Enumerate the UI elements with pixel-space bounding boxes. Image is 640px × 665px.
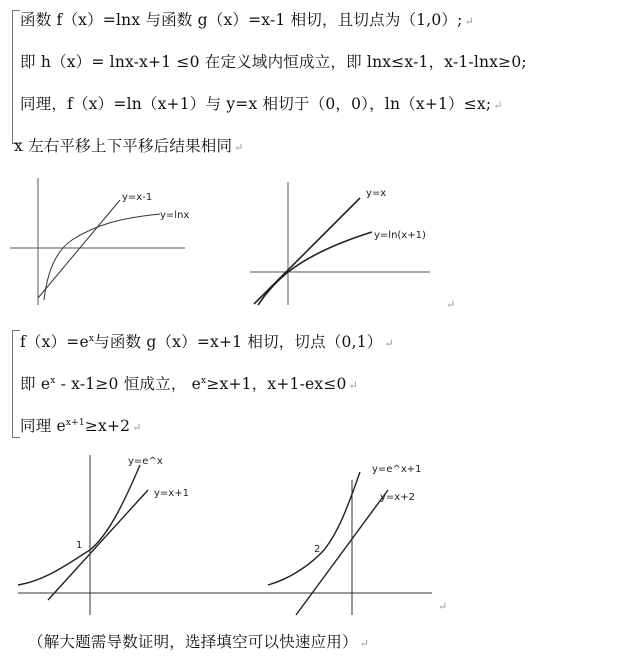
graph4-label-a: y=e^x+1 <box>372 464 422 475</box>
graph1-line-x-minus-1 <box>38 200 120 298</box>
section1-bracket <box>12 10 13 144</box>
graph4-curve-ex-plus-1 <box>268 472 360 585</box>
graph2-line-y-equals-x <box>254 198 360 304</box>
section2-line-3: 同理 $e^{x+1}\ge x+2$ ↵ <box>20 417 142 435</box>
graph1-label-a: y=x-1 <box>122 192 153 203</box>
graph4-line-x-plus-2 <box>296 490 388 615</box>
graph-lnx <box>10 170 210 310</box>
graph1-curve-lnx <box>44 214 160 300</box>
graph3-point-label: 1 <box>76 540 83 551</box>
section1-line-2: 即 h（x）= lnx-x+1 ≤0 在定义域内恒成立，即 lnx≤x-1，x-1-lnx≥0; <box>20 53 527 71</box>
graph2-label-b: y=ln(x+1) <box>374 230 426 241</box>
section2-bracket <box>12 330 13 438</box>
graph3-label-a: y=e^x <box>128 456 163 467</box>
footer-note: （解大题需导数证明，选择填空可以快速应用） ↵ <box>28 633 370 651</box>
section1-line-1: 函数 f（x）=lnx 与函数 g（x）=x-1 相切，且切点为（1,0）; ↵ <box>20 11 474 29</box>
section2-line-1: $f(x)=e^x$与函数 g（x）=x+1 相切，切点（0,1） ↵ <box>20 333 394 351</box>
graph4-point-label: 2 <box>314 544 321 555</box>
graph3-line-x-plus-1 <box>48 490 148 600</box>
graph4-label-b: y=x+2 <box>380 492 415 503</box>
graph-e-x <box>18 450 248 620</box>
graph3-label-b: y=x+1 <box>154 488 189 499</box>
section1-line-4: x 左右平移上下平移后结果相同 ↵ <box>14 137 244 155</box>
graph-e-x-plus-1 <box>268 450 468 620</box>
graph3-curve-ex <box>18 465 140 585</box>
graph-ln-x-plus-1 <box>250 180 460 310</box>
graph2-enter-mark: ↵ <box>446 298 456 311</box>
graph1-label-b: y=lnx <box>160 210 190 221</box>
section2-line-2: 即 $e^x - x-1\ge 0$ 恒成立， $e^x\ge x+1$，x+1-ex≤0 ↵ <box>20 375 359 393</box>
section1-line-3: 同理，f（x）=ln（x+1）与 y=x 相切于（0，0），ln（x+1）≤x; ↵ <box>20 95 503 113</box>
graph4-enter-mark: ↵ <box>438 600 448 613</box>
graph2-label-a: y=x <box>366 188 387 199</box>
